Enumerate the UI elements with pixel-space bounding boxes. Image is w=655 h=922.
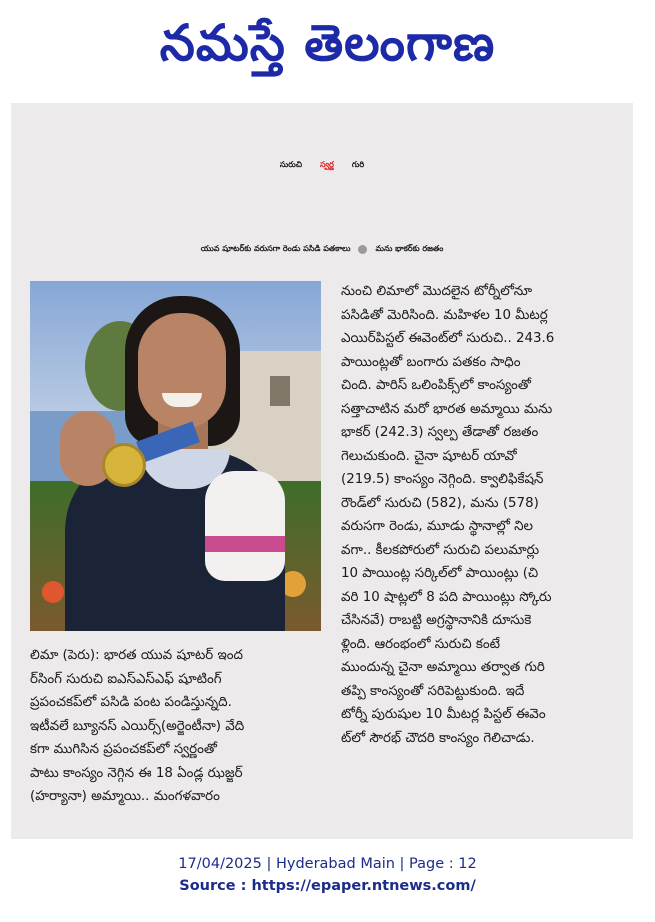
photo-mascot bbox=[205, 471, 285, 581]
column-line: ప్రపంచకప్‌లో పసిడి పంట పండిస్తున్నది. bbox=[30, 695, 232, 710]
column-line: సత్తాచాటిన మరో భారత అమ్మాయి మను bbox=[341, 401, 553, 417]
column-line: లిమా (పెరు): భారత యువ షూటర్ ఇంద bbox=[30, 648, 243, 663]
column-line: టోర్నీ పురుషుల 10 మీటర్ల పిస్టల్ ఈవెం bbox=[341, 707, 546, 722]
footer-source-line: Source : https://epaper.ntnews.com/ bbox=[179, 878, 476, 894]
medal-icon bbox=[102, 443, 146, 487]
masthead-title: నమస్తే తెలంగాణ bbox=[159, 13, 496, 72]
subhead-left: యువ షూటర్‌కు వరుసగా రెండు పసిడి పతకాలు bbox=[200, 243, 351, 253]
article-clipping bbox=[11, 103, 633, 839]
column-line: చేసినవే) రాబట్టి అగ్రస్థానానికి దూసుకె bbox=[341, 613, 532, 628]
column-line: పాటు కాంస్యం నెగ్గిన ఈ 18 ఏండ్ల ఝజ్జర్ bbox=[30, 765, 243, 781]
column-line: వగా.. కీలకపోరులో సురుచి పలుమార్లు bbox=[341, 542, 540, 558]
photo-mascot-band bbox=[205, 536, 285, 552]
headline-word-3: గురి bbox=[351, 159, 365, 169]
column-line: పాయింట్లతో బంగారు పతకం సాధిం bbox=[341, 354, 521, 370]
column-line: నుంచి లిమాలో మొదలైన టోర్నీలోనూ bbox=[341, 284, 533, 299]
column-line: చింది. పారిస్ ఒలింపిక్స్‌లో కాంస్యంతో bbox=[341, 378, 531, 393]
column-line: కగా ముగిసిన ప్రపంచకప్‌లో స్వర్ణంతో bbox=[30, 742, 217, 757]
column-line: వరి 10 షాట్లలో 8 పది పాయింట్లు స్కోరు bbox=[341, 589, 552, 605]
column-line: గెలుచుకుంది. చైనా షూటర్ యావో bbox=[341, 448, 517, 464]
headline-word-2: స్వర్ణ bbox=[319, 159, 334, 169]
article-photo bbox=[30, 281, 321, 631]
column-line: ళ్లింది. ఆరంభంలో సురుచి కంటే bbox=[341, 636, 500, 652]
column-line: పసిడితో మెరిసింది. మహిళల 10 మీటర్ల bbox=[341, 307, 548, 323]
masthead bbox=[0, 8, 655, 90]
subhead-right: మను భాకర్‌కు రజతం bbox=[375, 243, 444, 253]
photo-flower bbox=[42, 581, 64, 603]
footer-edition-line: 17/04/2025 | Hyderabad Main | Page : 12 bbox=[178, 856, 477, 872]
article-column-left bbox=[30, 644, 321, 809]
column-line: రౌండ్‌లో సురుచి (582), మను (578) bbox=[341, 495, 539, 511]
article-column-right bbox=[341, 280, 626, 750]
photo-window bbox=[270, 376, 290, 406]
column-line: భాకర్ (242.3) స్వల్ప తేడాతో రజతం bbox=[341, 425, 539, 440]
column-line: ఎయిర్‌పిస్టల్ ఈవెంట్‌లో సురుచి.. 243.6 bbox=[341, 331, 555, 346]
column-line: తప్పి కాంస్యంతో సరిపెట్టుకుంది. ఇదే bbox=[341, 683, 525, 699]
column-line: (హర్యానా) అమ్మాయి.. మంగళవారం bbox=[30, 789, 220, 804]
column-line: ఇటీవలే బ్యూనస్ ఎయిర్స్(అర్జెంటీనా) వేది bbox=[30, 718, 245, 734]
column-line: ట్‌లో సౌరభ్ చౌదరి కాంస్యం గెలిచాడు. bbox=[341, 730, 535, 746]
article-subhead bbox=[11, 235, 633, 263]
column-line: ముందున్న చైనా అమ్మాయి తర్వాత గురి bbox=[341, 660, 545, 675]
bullet-icon bbox=[358, 245, 367, 254]
column-line: వరుసగా రెండు, మూడు స్థానాల్లో నిల bbox=[341, 519, 534, 534]
photo-face bbox=[138, 313, 226, 429]
column-line: (219.5) కాంస్యం నెగ్గింది. క్వాలిఫికేషన్ bbox=[341, 472, 544, 487]
article-headline bbox=[11, 115, 633, 215]
column-line: ర్‌సింగ్ సురుచి ఐఎస్‌ఎస్‌ఎఫ్ షూటింగ్ bbox=[30, 671, 222, 687]
headline-word-1: సురుచి bbox=[279, 159, 302, 169]
page-footer bbox=[0, 853, 655, 897]
column-line: 10 పాయింట్ల సర్కిల్‌లో పాయింట్లు (చి bbox=[341, 566, 539, 581]
